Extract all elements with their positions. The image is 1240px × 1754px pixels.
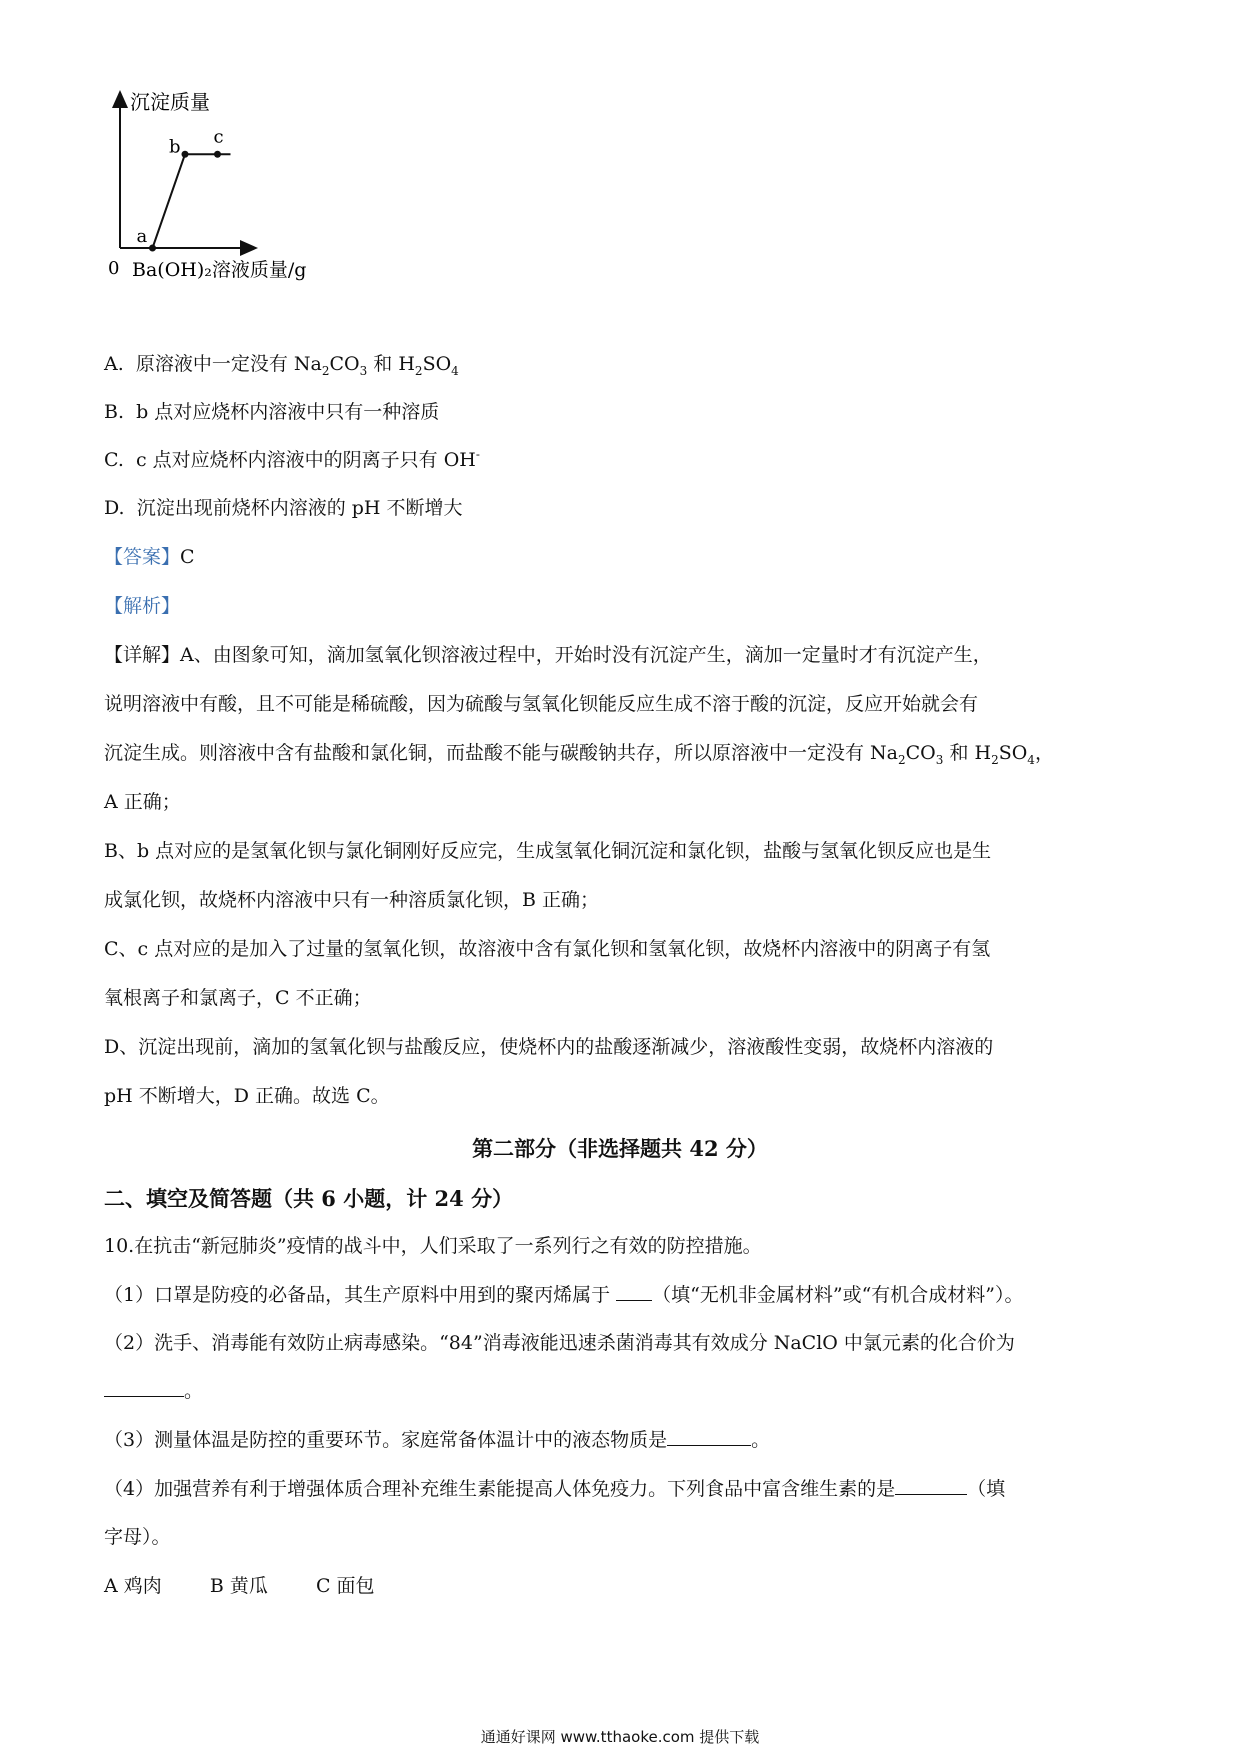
q10-part4: （4）加强营养有利于增强体质合理补充维生素能提高人体免疫力。下列食品中富含维生素的是 （填 xyxy=(104,1478,1006,1500)
detail-line-10: pH 不断增大，D 正确。故选 C。 xyxy=(104,1085,390,1107)
choice-a: A 鸡肉 xyxy=(104,1575,162,1597)
q10-part1-blank[interactable] xyxy=(616,1282,652,1301)
detail-line-1: 【详解】A、由图象可知，滴加氢氧化钡溶液过程中，开始时没有沉淀产生，滴加一定量时才有沉淀产生， xyxy=(104,644,992,666)
q10-part4-blank[interactable] xyxy=(895,1476,967,1495)
option-d: D. 沉淀出现前烧杯内溶液的 pH 不断增大 xyxy=(104,497,463,519)
origin-label: 0 xyxy=(108,258,120,279)
detail-line-6: 成氯化钡，故烧杯内溶液中只有一种溶质氯化钡，B 正确； xyxy=(104,889,600,911)
precipitate-chart xyxy=(108,90,310,286)
q10-part2: （2）洗手、消毒能有效防止病毒感染。“84”消毒液能迅速杀菌消毒其有效成分 NaClO 中氯元素的化合价为 xyxy=(104,1332,1015,1354)
part2-title: 第二部分（非选择题共 42 分） xyxy=(472,1136,768,1161)
q10-stem: 10.在抗击“新冠肺炎”疫情的战斗中，人们采取了一系列行之有效的防控措施。 xyxy=(104,1235,762,1257)
point-label-b: b xyxy=(169,136,181,158)
q10-part1: （1）口罩是防疫的必备品，其生产原料中用到的聚丙烯属于 （填“无机非金属材料”或“有机合成材料”）。 xyxy=(104,1284,1024,1306)
analysis-label: 【解析】 xyxy=(104,595,181,617)
y-axis-label: 沉淀质量 xyxy=(130,90,210,114)
answer: 【答案】C xyxy=(104,546,195,568)
detail-line-3: 沉淀生成。则溶液中含有盐酸和氯化铜，而盐酸不能与碳酸钠共存，所以原溶液中一定没有 $Na_2CO_3$ 和 $H_2SO_4$， xyxy=(104,742,1054,767)
detail-line-5: B、b 点对应的是氢氧化钡与氯化铜刚好反应完，生成氢氧化铜沉淀和氯化钡，盐酸与氢氧化钡反应也是生 xyxy=(104,840,992,862)
q10-part3-blank[interactable] xyxy=(667,1427,751,1446)
q10-part2-answer-line: 。 xyxy=(104,1378,203,1403)
q10-part2-blank[interactable] xyxy=(104,1378,184,1397)
section2-title: 二、填空及简答题（共 6 小题，计 24 分） xyxy=(104,1186,514,1211)
point-c xyxy=(214,151,221,158)
point-label-c: c xyxy=(213,126,224,148)
option-a: A. 原溶液中一定没有 $Na_2CO_3$ 和 $H_2SO_4$ xyxy=(104,353,459,378)
q10-choices xyxy=(104,1574,375,1598)
choice-b: B 黄瓜 xyxy=(209,1575,268,1597)
point-b xyxy=(182,151,189,158)
detail-line-9: D、沉淀出现前，滴加的氢氧化钡与盐酸反应，使烧杯内的盐酸逐渐减少，溶液酸性变弱，故烧杯内溶液的 xyxy=(104,1036,994,1058)
detail-line-2: 说明溶液中有酸，且不可能是稀硫酸，因为硫酸与氢氧化钡能反应生成不溶于酸的沉淀，反应开始就会有 xyxy=(104,693,979,715)
detail-line-7: C、c 点对应的是加入了过量的氢氧化钡，故溶液中含有氯化钡和氢氧化钡，故烧杯内溶液中的阴离子有氢 xyxy=(104,938,991,960)
point-label-a: a xyxy=(136,226,148,247)
q10-part4-line2: 字母）。 xyxy=(104,1526,171,1548)
detail-line-4: A 正确； xyxy=(104,791,181,813)
detail-line-8: 氧根离子和氯离子，C 不正确； xyxy=(104,987,372,1009)
q10-part3: （3）测量体温是防控的重要环节。家庭常备体温计中的液态物质是 。 xyxy=(104,1429,771,1451)
x-axis-label: Ba(OH)₂溶液质量/g xyxy=(132,259,307,281)
option-c: C. c 点对应烧杯内溶液中的阴离子只有 OH- xyxy=(104,447,480,471)
footer-source: 通通好课网 www.tthaoke.com 提供下载 xyxy=(480,1728,760,1746)
choice-c: C 面包 xyxy=(315,1575,375,1597)
option-b: B. b 点对应烧杯内溶液中只有一种溶质 xyxy=(104,401,440,423)
precipitate-line xyxy=(153,154,231,248)
point-a xyxy=(149,245,156,252)
